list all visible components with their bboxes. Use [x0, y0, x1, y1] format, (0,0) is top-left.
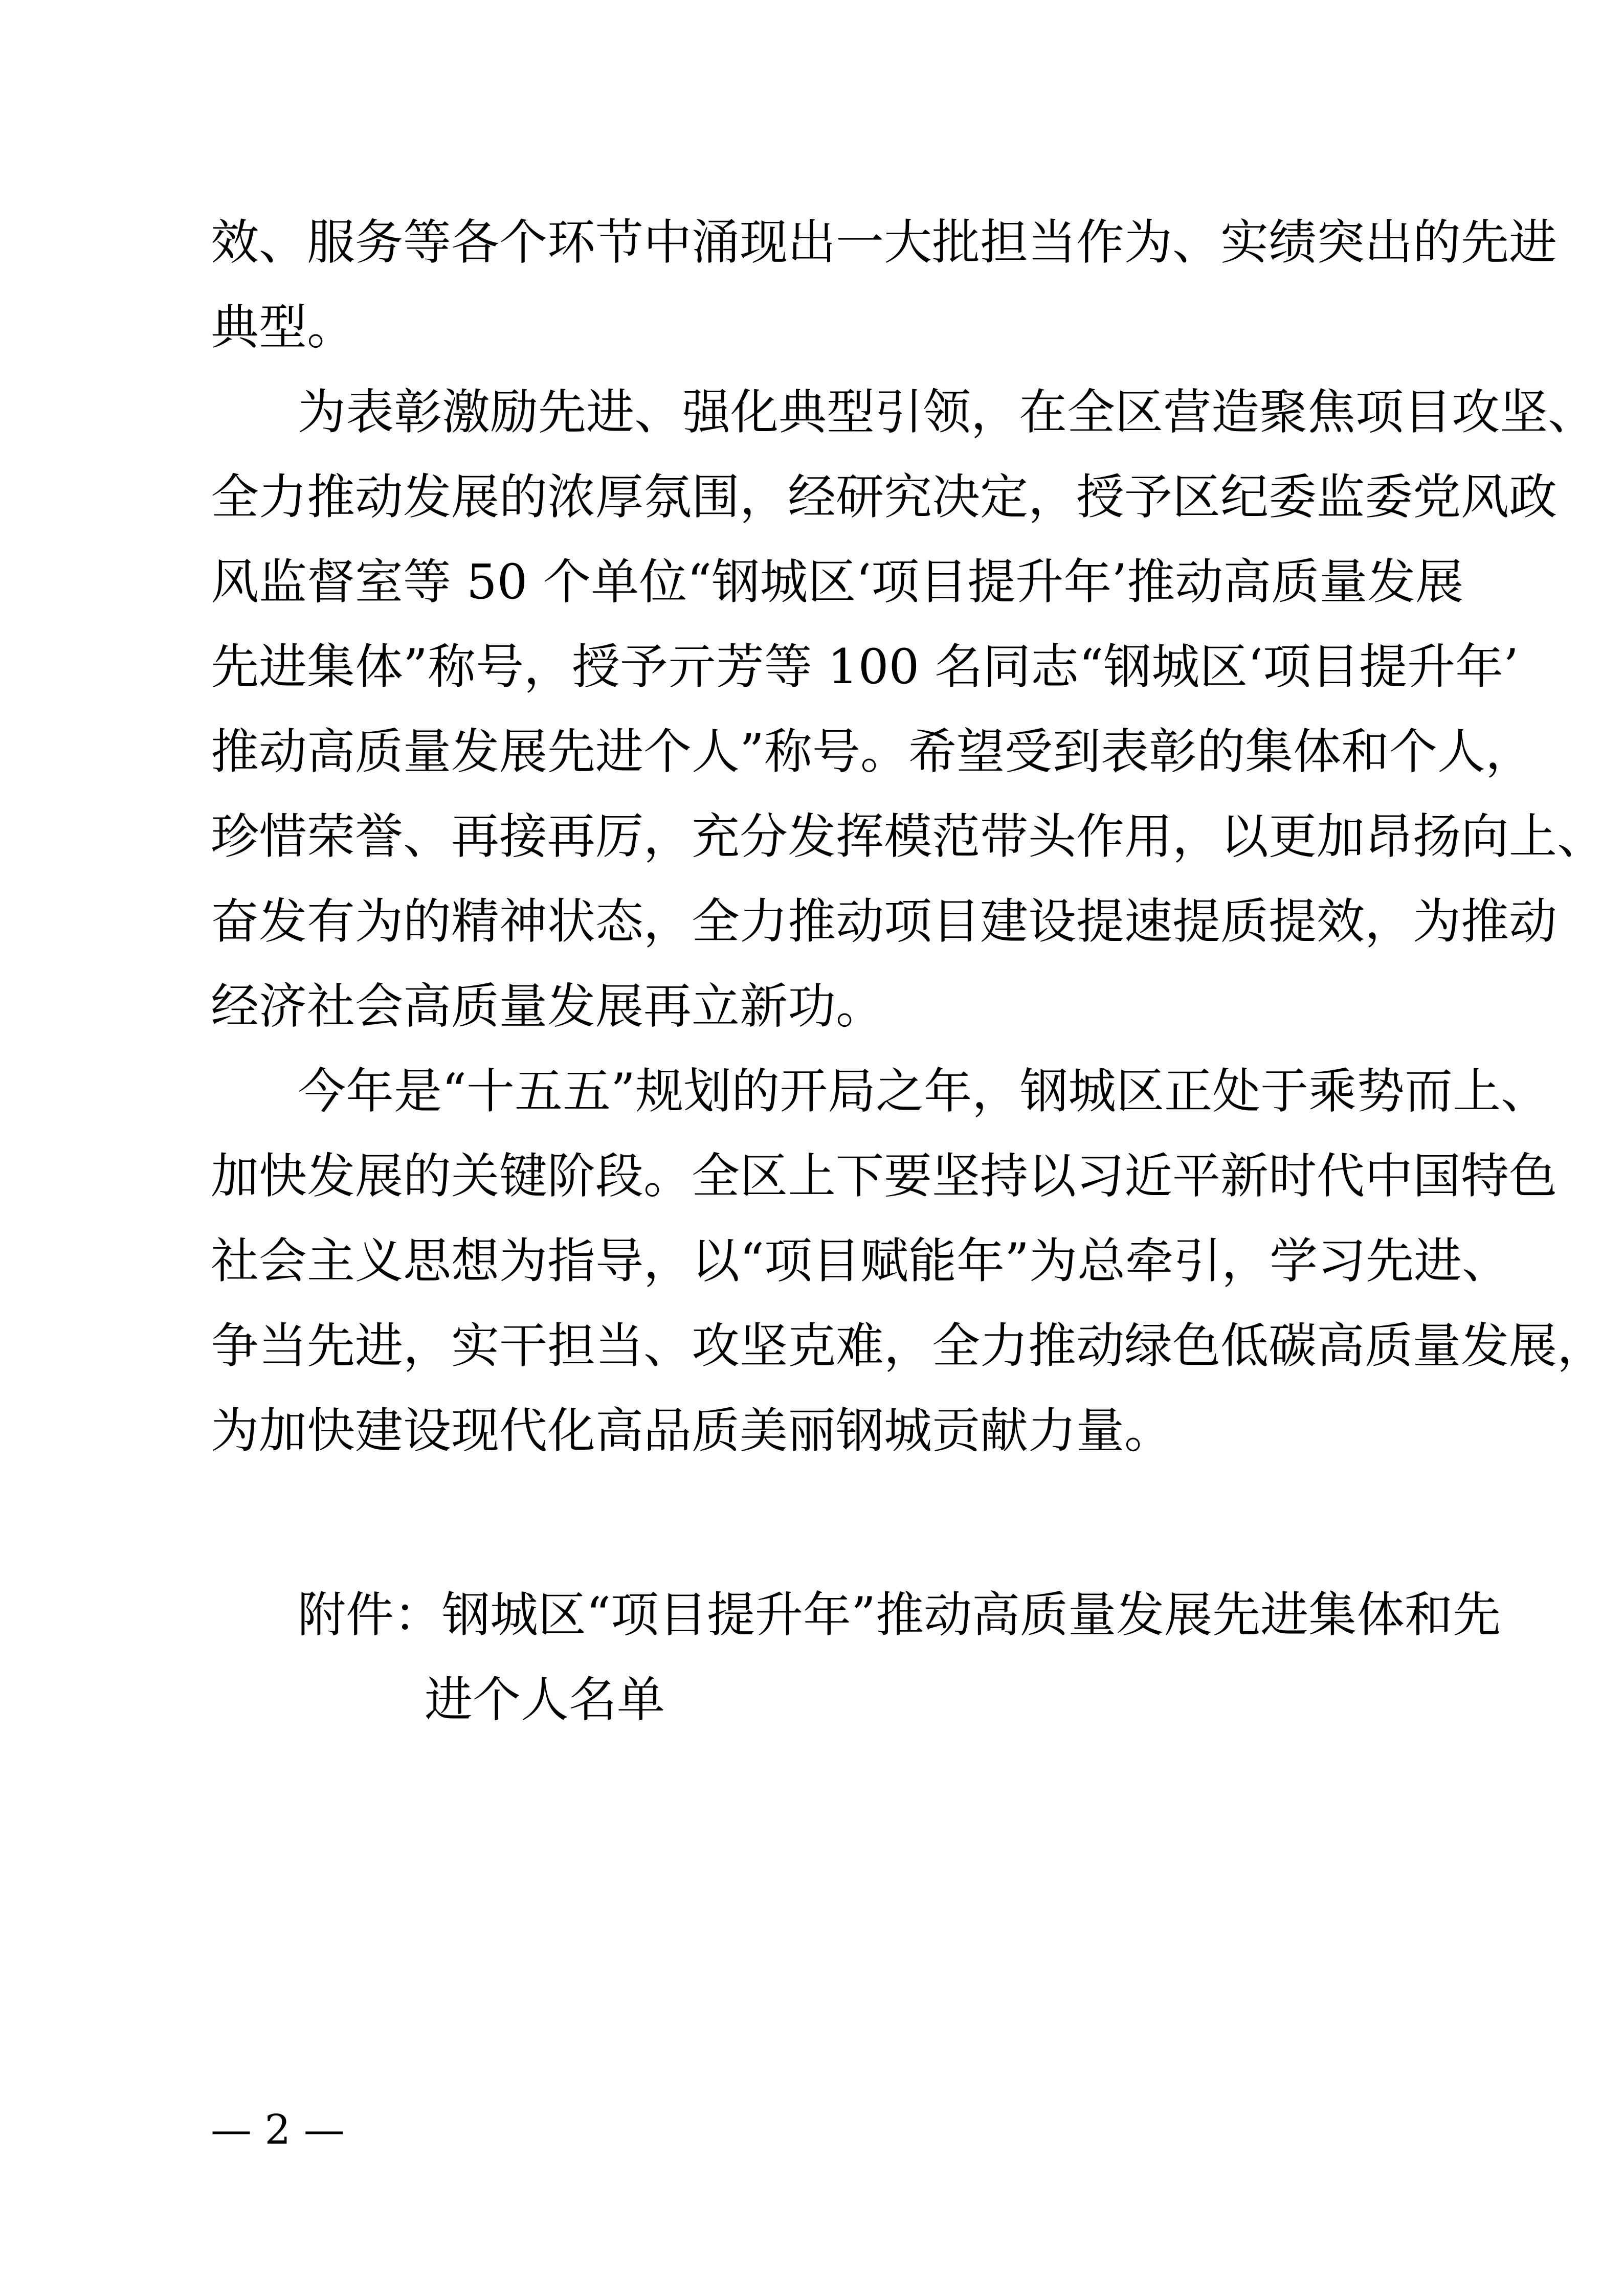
attachment-line-2: 进个人名单: [425, 1672, 665, 1728]
paragraph-3-line-4: 争当先进，实干担当、攻坚克难，全力推动绿色低碳高质量发展，: [211, 1318, 1606, 1374]
page-number: — 2 —: [211, 2106, 345, 2153]
document-body: [211, 200, 1606, 1474]
paragraph-3-line-2: 加快发展的关键阶段。全区上下要坚持以习近平新时代中国特色: [211, 1149, 1558, 1204]
paragraph-2-line-6: 珍惜荣誉、再接再厉，充分发挥模范带头作用，以更加昂扬向上、: [211, 809, 1606, 865]
paragraph-1-line-1: 效、服务等各个环节中涌现出一大批担当作为、实绩突出的先进: [211, 215, 1558, 271]
paragraph-2-line-5: 推动高质量发展先进个人”称号。希望受到表彰的集体和个人，: [211, 724, 1534, 780]
paragraph-2-line-4: 先进集体”称号，授予亓芳等 100 名同志“钢城区‘项目提升年’: [211, 639, 1519, 695]
paragraph-1-line-2: 典型。: [211, 300, 355, 355]
paragraph-3-line-3: 社会主义思想为指导，以“项目赋能年”为总牵引，学习先进、: [211, 1233, 1510, 1289]
paragraph-3-line-5: 为加快建设现代化高品质美丽钢城贡献力量。: [211, 1403, 1173, 1459]
attachment-line-1: 附件：钢城区“项目提升年”推动高质量发展先进集体和先: [298, 1587, 1501, 1643]
paragraph-2-line-2: 全力推动发展的浓厚氛围，经研究决定，授予区纪委监委党风政: [211, 469, 1558, 525]
paragraph-2-line-8: 经济社会高质量发展再立新功。: [211, 979, 884, 1034]
attachment-note: [298, 1573, 1501, 1743]
paragraph-2-line-3: 风监督室等 50 个单位“钢城区‘项目提升年’推动高质量发展: [211, 554, 1464, 610]
paragraph-2-line-1: 为表彰激励先进、强化典型引领，在全区营造聚焦项目攻坚、: [298, 385, 1596, 440]
paragraph-3-line-1: 今年是“十五五”规划的开局之年，钢城区正处于乘势而上、: [298, 1064, 1549, 1119]
paragraph-2-line-7: 奋发有为的精神状态，全力推动项目建设提速提质提效，为推动: [211, 894, 1558, 950]
